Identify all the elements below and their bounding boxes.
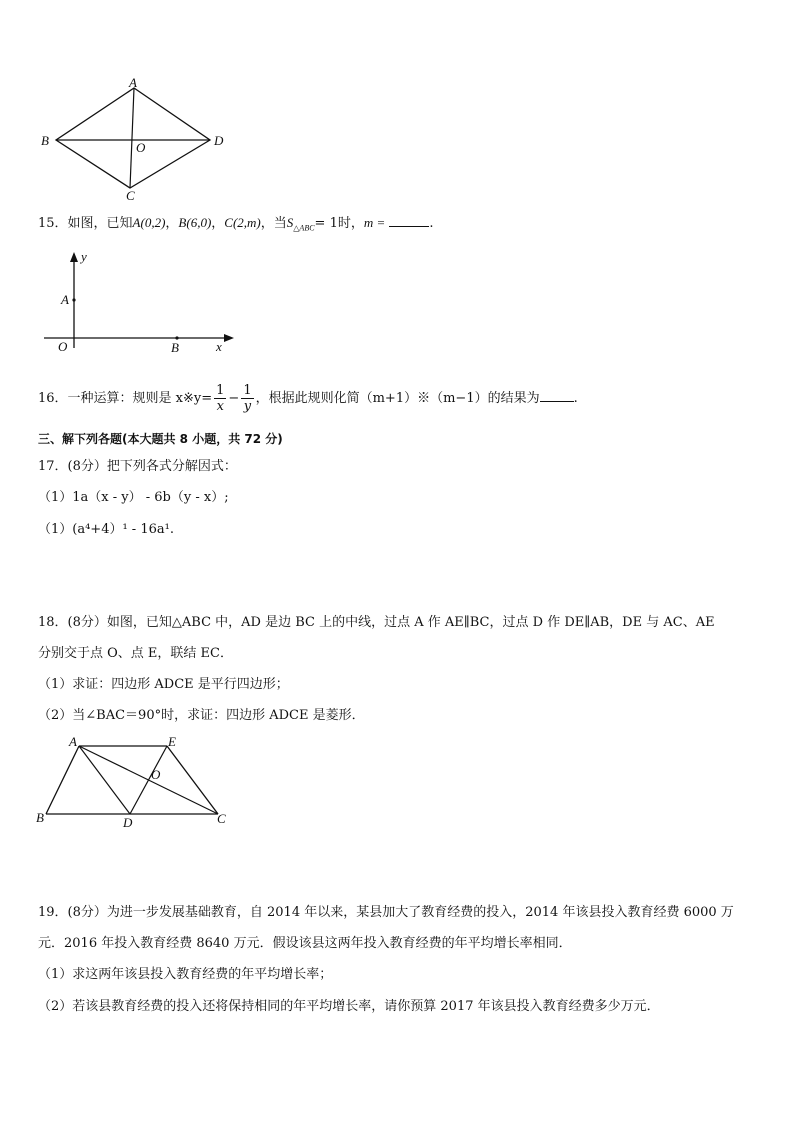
q15-end: . <box>429 216 434 231</box>
q18-line-1: 18．(8分）如图，已知△ABC 中，AD 是边 BC 上的中线，过点 A 作 AE∥BC，过点 D 作 DE∥AB，DE 与 AC、AE <box>38 615 715 630</box>
label-b: B <box>171 340 179 355</box>
q15-sep: ， <box>165 216 179 231</box>
section-3-title: 三、解下列各题(本大题共 8 小题，共 72 分) <box>38 432 283 446</box>
answer-blank[interactable] <box>540 389 574 402</box>
q15-area-val: = 1时， <box>314 216 364 231</box>
q16-num1: 1 <box>216 383 225 398</box>
q17-part-1: （1）1a（x - y） - 6b（y - x）; <box>38 490 229 505</box>
label-a: A <box>69 734 77 749</box>
label-o: O <box>58 339 68 354</box>
q15-area-s: S <box>286 215 294 230</box>
label-e: E <box>168 734 176 749</box>
label-c: C <box>126 188 135 202</box>
q15-area-sub: △ABC <box>293 223 315 233</box>
q15-sep: ， <box>211 216 225 231</box>
q19-part-1: （1）求这两年该县投入教育经费的年平均增长率； <box>38 967 333 982</box>
rhombus-figure <box>38 76 238 202</box>
segment-ab <box>46 746 79 814</box>
q19-line-2: 元．2016 年投入教育经费 8640 万元．假设该县这两年投入教育经费的年平均增长率相同． <box>38 936 572 951</box>
q16-minus: − <box>228 391 240 406</box>
label-y: y <box>81 249 87 264</box>
segment-ec <box>167 746 218 814</box>
q15-cond: ，当 <box>260 216 287 231</box>
q16-num2: 1 <box>243 383 252 398</box>
axes-figure <box>40 248 240 358</box>
q18-line-2: 分别交于点 O、点 E，联结 EC． <box>38 646 233 661</box>
question-16 <box>38 382 578 416</box>
q15-point-a: A(0,2) <box>132 215 166 230</box>
point-a <box>72 298 75 301</box>
q15-point-b: B(6,0) <box>178 215 212 230</box>
label-b: B <box>36 810 44 825</box>
answer-blank[interactable] <box>389 214 429 227</box>
question-15 <box>38 214 434 238</box>
parallelogram-figure <box>32 732 242 832</box>
label-a: A <box>129 76 137 90</box>
q17-part-2: （1）(a⁴+4）¹ - 16a¹. <box>38 522 174 537</box>
q18-part-2: （2）当∠BAC＝90°时，求证：四边形 ADCE 是菱形． <box>38 708 365 723</box>
q16-den2: y <box>243 399 252 414</box>
label-a: A <box>61 292 69 307</box>
q16-post: ，根据此规则化简（m+1）※（m−1）的结果为 <box>255 391 540 406</box>
q19-line-1: 19．(8分）为进一步发展基础教育，自 2014 年以来，某县加大了教育经费的投入，2014 年该县投入教育经费 6000 万 <box>38 905 734 920</box>
q15-number: 15．如图，已知 <box>38 216 133 231</box>
x-axis-arrow <box>224 334 234 342</box>
q16-end: . <box>573 391 578 406</box>
label-c: C <box>217 811 226 826</box>
fraction-1-over-x <box>214 383 226 414</box>
label-d: D <box>123 815 133 830</box>
q17-stem: 17．(8分）把下列各式分解因式： <box>38 459 237 474</box>
q15-point-c: C(2,m) <box>224 215 261 230</box>
q18-part-1: （1）求证：四边形 ADCE 是平行四边形； <box>38 677 289 692</box>
q16-pre: 16．一种运算：规则是 x※y= <box>38 391 213 406</box>
label-x: x <box>216 339 222 354</box>
q16-den1: x <box>216 399 224 414</box>
segment-ad <box>79 746 130 814</box>
q19-part-2: （2）若该县教育经费的投入还将保持相同的年平均增长率，请你预算 2017 年该县投入教育经费多少万元． <box>38 999 660 1014</box>
fraction-1-over-y <box>241 383 253 414</box>
label-o: O <box>151 767 161 782</box>
label-o: O <box>136 140 146 155</box>
segment-de <box>130 746 167 814</box>
y-axis-arrow <box>70 252 78 262</box>
q15-m-eq: m = <box>363 215 386 230</box>
label-b: B <box>41 133 49 148</box>
diagonal-ac <box>130 88 134 188</box>
label-d: D <box>214 133 224 148</box>
